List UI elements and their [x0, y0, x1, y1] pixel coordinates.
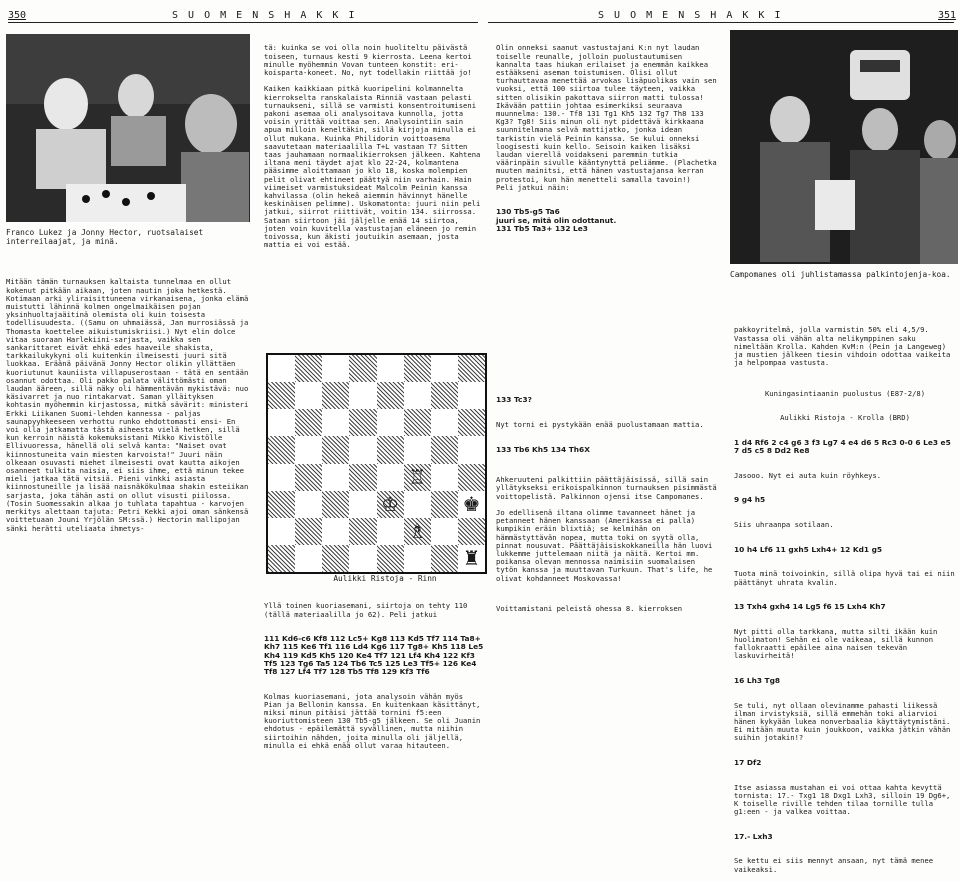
page-number-left: 350	[8, 10, 27, 21]
board-square	[431, 545, 458, 572]
game-note-3: Tuota minä toivoinkin, sillä olipa hyvä tai ei niin päättänyt uhrata kvalin.	[734, 569, 960, 587]
column-3-top	[496, 28, 718, 240]
column-2-top	[264, 28, 484, 346]
game-moves-1: 1 d4 Rf6 2 c4 g6 3 f3 Lg7 4 e4 d6 5 Rc3 0-0 6 Le3 e5 7 d5 c5 8 Dd2 Re8	[734, 438, 954, 456]
board-square	[404, 409, 431, 436]
photo-caption-players: Franco Lukez ja Jonny Hector, ruotsalaiset interreilaajat, ja minä.	[6, 228, 208, 246]
board-square	[377, 545, 404, 572]
board-square	[404, 436, 431, 463]
board-square	[404, 491, 431, 518]
board-square	[322, 518, 349, 545]
board-square	[295, 518, 322, 545]
board-square	[377, 464, 404, 491]
board-square	[295, 409, 322, 436]
board-square	[377, 491, 404, 518]
game-moves-3: 10 h4 Lf6 11 gxh5 Lxh4+ 12 Kd1 g5	[734, 544, 883, 554]
board-square	[458, 464, 485, 491]
chess-piece: ♜	[462, 546, 481, 571]
photo-caption-campomanes: Campomanes oli juhlistamassa palkintojenja-koa.	[730, 270, 951, 279]
column-3-mid-text: Nyt torni ei pystykään enää puolustamaan mattia.	[496, 420, 704, 430]
game-note-4: Nyt pitti olla tarkkana, mutta silti ikään kuin huolimaton! Sehän ei ole vaikeaa, sillä kunnon fallokraatti epäilee aina naisen tekevän laskuvirheitä!	[734, 626, 942, 661]
column-2-after-text: Kolmas kuoriasemani, jota analysoin vähän myös Pian ja Bellonin kanssa. En kuitenkaan käsittänyt, miksi minun pitäisi jättää tornini f5:een kuoriuttomisteen 130 Tb5-g5 jälkeen. Se oli Juanin ehdotus - epäilemättä syvällinen, mutta niihin siirtoihin nähden, joita minulla oli jäljellä, minulla ei ehkä enää ollut varaa hitauteen.	[264, 691, 485, 750]
game-moves-4: 13 Txh4 gxh4 14 Lg5 f6 15 Lxh4 Kh7	[734, 602, 886, 612]
board-square	[295, 355, 322, 382]
chess-piece: ♚	[462, 492, 481, 517]
board-square	[268, 409, 295, 436]
chess-piece: ♗	[408, 519, 427, 544]
board-square	[268, 355, 295, 382]
board-square	[404, 382, 431, 409]
chess-piece: ♖	[408, 465, 427, 490]
column-3-moves: 130 Tb5-g5 Ta6 juuri se, mitä olin odottanut. 131 Tb5 Ta3+ 132 Le3	[496, 207, 617, 233]
board-square	[404, 355, 431, 382]
board-square	[295, 436, 322, 463]
column-1-text: Mitään tämän turnauksen kaltaista tunnelmaa en ollut kokenut pitkään aikaan, joten nautin joka hetkestä. Kotimaan arki yliraisittuneena virkanaisena, jonka elämä muistutti lähinnä kolmen ongelmaikäisen pojan yksinhuoltajaäitinä olemista oli kuin toisesta todellisuudesta. ((Samu on uhmaiässä, Jan murrosiässä ja Thomasta koettelee aikuistumiskriisi.) Nyt elin dolce vitaa suoraan Harlekiini-sarjasta, vaikka sen sankarittaret eivät ehkä edes haaveile shakista, tarkkailukykyni oli kuitenkin ilmeisesti juuri sitä luokkaa. Eräänä päivänä Jonny Hector olikin yllättäen kuoriutunut kauniista villapuserostaan - tätä en sentään osannut odottaa. Oli pakko palata välittömästi oman laudan ääreen, sillä näky oli hämmentävän mykistävä: nuo käsivarret ja nuo rintakarvat. Saman ylläityksen kohtasin myöhemmin kirjastossa, mitkä sävärit: ministeri Erkki Liikanen Suomi-lehden kannessa - paljas saunapyyhkeeseen verhottu runko ehdottomasti ensi- En voi olla jatkamatta tästä aiheesta vielä hetken, sillä kun kerroin näistä kokemuksistani Mikko Kivistölle Ellivuoressa, hänellä oli selvä kanta: "Naiset ovat kiinnostuneita vain miesten karvoista!" Juuri näin olkeaan osuvasti miehet ilmeisesti ovat kautta aikojen osanneet tulkita naisia, ei siis ihme, että minun tekee mieli jatkaa tätä vitsiä. Pieni vinkki asiasta kiinnostuneille ja lisää naisnäkökulmaa shakin esteiikan sarjasta, joka tähän asti on ollut visusti piilossa. (Tosin Suomessakin alkaa jo tuhlata tapahtua - karvojen merkitys alettaan tajuta: Petri Kekki ajoi oman sänkensä voittetuaan Jouni Yrjölän SM:ssä.) Hectorin mallipojan sänki herätti uteliaata ihmetys-	[6, 277, 253, 533]
board-square	[268, 518, 295, 545]
board-square	[458, 409, 485, 436]
photo-campomanes	[730, 30, 958, 264]
board-square	[268, 491, 295, 518]
board-square	[431, 409, 458, 436]
diagram-caption: Aulikki Ristoja - Rinn	[333, 574, 437, 583]
board-square	[431, 436, 458, 463]
board-square	[431, 355, 458, 382]
board-square	[268, 464, 295, 491]
board-square	[349, 382, 376, 409]
column-3-final-text: Voittamistani peleistä ohessa 8. kierroksen	[496, 604, 683, 614]
board-square	[431, 491, 458, 518]
column-3-move-2: 133 Tc3?	[496, 395, 532, 405]
board-square	[322, 355, 349, 382]
board-square	[458, 382, 485, 409]
board-square	[458, 518, 485, 545]
board-square	[377, 409, 404, 436]
board-square	[268, 382, 295, 409]
game-note-2: Siis uhraanpa sotilaan.	[734, 520, 834, 530]
board-square	[377, 382, 404, 409]
game-title: Kuningasintiaanin puolustus (E87-2/8)	[764, 388, 926, 398]
chess-piece: ♔	[381, 492, 400, 517]
board-square	[404, 518, 431, 545]
board-square	[349, 409, 376, 436]
column-3-bottom-text: Ahkeruuteni palkittiin päättäjäisissä, sillä sain yllätykseksi erikoispalkinnon turnauksen pisimmästä voittopelistä. Palkinnon ojensi itse Campomanes. Jo edellisenä iltana olimme tavanneet hänet ja petanneet hänen kanssaan (Amerikassa ei palla) kumpikin eräin blixtiä; se kelmihän on hämmästyttävän nopea, mutta toki on syytä olla, pinnat nousuvat. Päättäjäisiskokkaneilla hän luovi lukkemme juttelemaan niitä ja näitä. Kertoi mm. poikansa olevan mennossa naimisiin suomalaisen tytön kanssa ja muuttavan Turkuun. That's life, he olivat kohdanneet Moskovassa!	[496, 475, 717, 583]
game-players: Aulikki Ristoja - Krolla (BRD)	[780, 413, 910, 423]
column-1	[6, 262, 252, 682]
game-moves-6: 17 Df2	[734, 757, 762, 767]
board-square	[322, 464, 349, 491]
board-square	[295, 382, 322, 409]
board-square	[458, 545, 485, 572]
column-2-moves: 111 Kd6-c6 Kf8 112 Lc5+ Kg8 113 Kd5 Tf7 114 Ta8+ Kh7 115 Ke6 Tf1 116 Ld4 Kg6 117 Tg8+ Kh5 118 Le5 Kh4 119 Kd5 Kh5 120 Ke4 Tf7 121 Lf4 Kh4 122 Kf3 Tf5 123 Tg6 Ta5 124 Tb6 Tc5 125 Le3 Tf5+ 126 Ke4 Tf8 127 Lf4 Tf7 128 Tb5 Tf8 129 Kf3 Tf6	[264, 634, 486, 677]
column-2-bottom	[264, 586, 486, 750]
column-2-text: tä: kuinka se voi olla noin huoliteltu päivästä toiseen, turnaus kesti 9 kierrosta. Leena kertoi minulle myöhemmin Vovan tunteen konstit: eri-koisparta-koneet. No, nyt todellakin riittää jo! Kaiken kaikkiaan pitkä kuoripelini kolmannelta kierrokselta ranskalaista Rinniä vastaan pelasti turnaukseni, sillä se varmisti konsentroitumiseni pakoni asemaa oli analysoitava kunnolla, jotta voisin yrittää voittaa sen. Analysointiin sain apua milloin keneltäkin, sillä kirjoja minulla ei ollut mukana. Kuinka Philidorin voittoasema saavutetaan materiaalilla T+L vastaan T? Sitten taas jauhamaan normaalikierroksen jälkeen. Kahtena iltana meni täydet ajat klo 22-24, kolmantena pääsimme aloittamaan jo klo 18, koska molempien pelit olivat ehtineet päättyä niin varhain. Hain viimeiset varmistuksideat Malcolm Peinin kanssa kahvilassa (olin hekeä aiemmin hävinnyt hänelle keskinäisen pelimme). Uskomatonta: juuri niin peli jatkui, siirrot riittivät, voitin 134. siirrossa. Sataan siirtoon jäi jäljelle enää 14 siirtoa, joten voin kuvitella vastustajan eläneen jo remin toivossa, kun äkisti joutuikin asemaan, josta mattia ei voi estää.	[264, 43, 481, 250]
page-number-right: 351	[938, 10, 957, 21]
board-square	[431, 518, 458, 545]
board-square	[295, 491, 322, 518]
board-square	[404, 464, 431, 491]
game-note-7: Se kettu ei siis mennyt ansaan, nyt tämä menee vaikeaksi.	[734, 856, 938, 874]
board-square	[404, 545, 431, 572]
board-square	[349, 545, 376, 572]
board-square	[295, 464, 322, 491]
column-3-text: Olin onneksi saanut vastustajani K:n nyt laudan toiselle reunalle, jolloin puolustautumisen kannalta taas hiukan erilaiset ja enemmän kaikkea estääkseni aseman toistumisen. Olisi ollut turhauttavaa menettää arvokas lisäpuolikas vain sen vuoksi, että 100 siirtoa tulee täyteen, vaikka sitten olisikin pakottava siirron matti tulossa! Ikävään pattiin johtaa esimerkiksi seuraava muunnelma: 130.- Tf8 131 Tg1 Kh5 132 Tg7 Th8 133 Kg3? Tg8! Siis minun oli nyt pidettävä kirkkaana suunnitelmana selvä mattijatko, jonka idean tarkistin vielä Peinin kanssa. Se kului onneksi loogisesti kuin kello. Seisoin kaiken lisäksi laudan vierellä voidakseni paremmin tutkia väärinpäin sivulle kääntynyttä peliämme. (Plachetka muuten mainitsi, että hänen vastustajansa kerran protestoi, kun hän menetteli samalla tavoin!) Peli jatkui näin:	[496, 43, 717, 192]
photo-players	[6, 34, 250, 222]
board-square	[322, 545, 349, 572]
board-square	[458, 355, 485, 382]
board-square	[322, 382, 349, 409]
header-rule-right	[488, 22, 954, 23]
game-note-6: Itse asiassa mustahan ei voi ottaa kahta kevyttä tornista: 17.- Txg1 18 Dxg1 Lxh3, silloin 19 Dg6+, K toiselle riville tehden tilaa tornille tulla g1:een - ja valkea voittaa.	[734, 782, 955, 817]
game-moves-5: 16 Lh3 Tg8	[734, 675, 781, 685]
board-square	[377, 355, 404, 382]
board-square	[295, 545, 322, 572]
board-square	[349, 436, 376, 463]
board-square	[377, 518, 404, 545]
running-header-left: S U O M E N S H A K K I	[172, 10, 357, 21]
board-square	[322, 436, 349, 463]
board-square	[349, 518, 376, 545]
board-square	[377, 436, 404, 463]
board-square	[431, 382, 458, 409]
header-rule-left	[8, 22, 478, 23]
board-square	[322, 491, 349, 518]
board-square	[349, 464, 376, 491]
board-square	[349, 491, 376, 518]
board-square	[349, 355, 376, 382]
board-square	[268, 545, 295, 572]
game-moves-2: 9 g4 h5	[734, 495, 766, 505]
board-square	[322, 409, 349, 436]
game-note-1: Jasooo. Nyt ei auta kuin röyhkeys.	[734, 470, 882, 480]
board-square	[268, 436, 295, 463]
board-square	[458, 491, 485, 518]
column-4	[734, 310, 960, 874]
running-header-right: S U O M E N S H A K K I	[598, 10, 783, 21]
column-3-move-3: 133 Tb6 Kh5 134 Th6X	[496, 444, 590, 454]
column-3-bottom	[496, 380, 718, 684]
column-2-bottom-text: Yllä toinen kuoriasemani, siirtoja on tehty 110 (tällä materiaalilla jo 62). Peli jatkui	[264, 601, 472, 619]
game-moves-7: 17.- Lxh3	[734, 831, 773, 841]
chess-diagram	[266, 353, 487, 574]
column-4-intro: pakkoyritelmä, jolla varmistin 50% eli 4,5/9. Vastassa oli vähän alta nelikymppinen saku nimeltään Krolla. Kahden KvM:n (Pein ja Langeweg) ja mustien jälkeen tiesin vihdoin odottaa vaikeita ja helpompaa vastusta.	[734, 325, 955, 368]
board-square	[458, 436, 485, 463]
game-note-5: Se tuli, nyt ollaan olevinamme pahasti liikessä ilman irvistyksiä, sillä emmehän toki aliarvioi hänen kykyään lukea nonverbaalia käyttäytymistäni. Ei mitään muuta kuin joukkoon, vaikka jätkin vähän suihin jotakin!?	[734, 700, 955, 743]
board-square	[431, 464, 458, 491]
